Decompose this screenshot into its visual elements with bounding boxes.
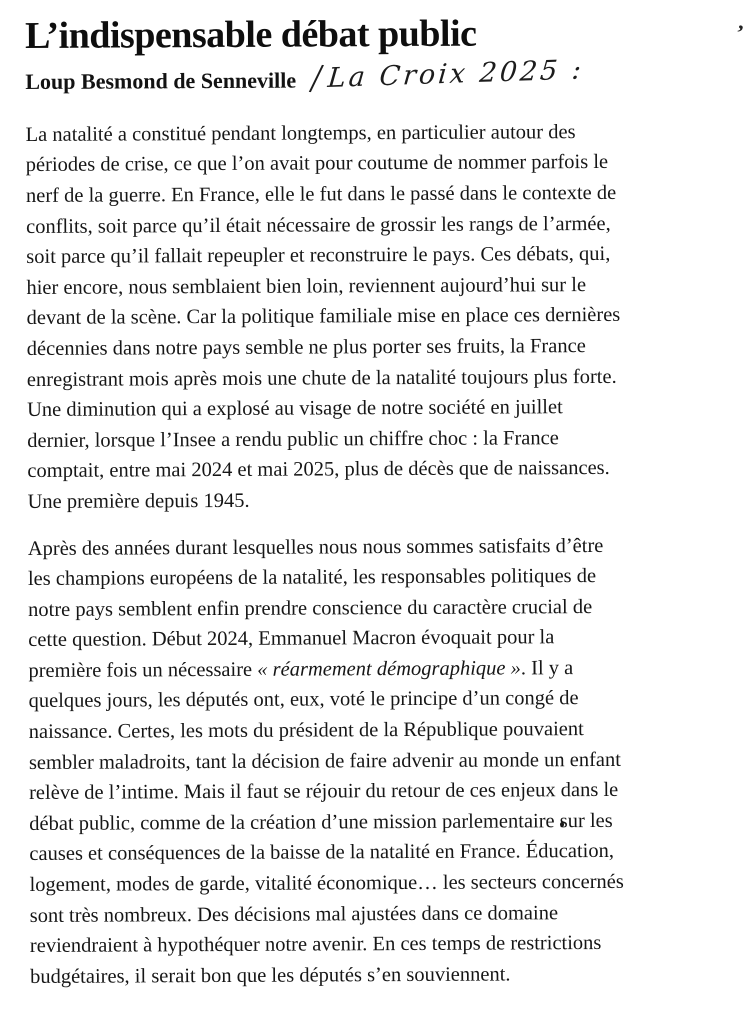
article-body bbox=[26, 116, 745, 992]
paragraph-1-text: La natalité a constitué pendant longtemps, en particulier autour des périodes de crise, ce que l’on avait pour coutume de nommer parfois le nerf de la guerre. En France, elle le fut dans le passé dans le contexte de conflits, soit parce qu’il était nécessaire de grossir les rangs de l’armée, soit parce qu’il fallait repeupler et reconstruire le pays. Ces débats, qui, hier encore, nous semblaient bien loin, reviennent aujourd’hui sur le devant de la scène. Car la politique familiale mise en place ces dernières décennies dans notre pays semble ne plus porter ses fruits, la France enregistrant mois après mois une chute de la natalité toujours plus forte. Une diminution qui a explosé au visage de notre société en juillet dernier, lorsque l’Insee a rendu public un chiffre choc : la France comptait, entre mai 2024 et mai 2025, plus de décès que de naissances. Une première depuis 1945. bbox=[25, 120, 621, 513]
stray-scan-mark: ’ bbox=[733, 19, 745, 46]
paragraph-2 bbox=[28, 530, 745, 993]
paragraph-2-part1: Après des années durant lesquelles nous nous sommes satisfaits d’être les champions européens de la natalité, les responsables politiques de notre pays semblent enfin prendre conscience du caractère crucial de cette question. Début 2024, Emmanuel Macron évoquait pour la bbox=[27, 534, 604, 652]
article-title: L’indispensable débat public bbox=[24, 12, 477, 57]
handwritten-annotation-text: La Croix 2025 : bbox=[326, 54, 586, 94]
paragraph-2-part2: quelques jours, les députés ont, eux, voté le principe d’un congé de naissance. Certes, les mots du président de la République pouvaient sembler maladroits, tant la décision de faire advenir au monde un enfant relève de l’intime. Mais il faut se réjouir du retour de ces enjeux dans le débat public, comme de la création d’une mission parlementaire sur les causes et conséquences de la baisse de la natalité en France. Éducation, logement, modes de garde, vitalité économique… les secteurs concernés sont très nombreux. Des décisions mal ajustées dans ce domaine reviendraient à hypothéquer notre avenir. En ces temps de restrictions budgétaires, il serait bon que les députés s’en souviennent. bbox=[28, 687, 624, 988]
paragraph-2-quote-line bbox=[28, 652, 744, 686]
quote-line-before: première fois un nécessaire bbox=[28, 658, 258, 682]
quote-line-after: . Il y a bbox=[520, 657, 574, 680]
handwritten-annotation bbox=[307, 54, 586, 99]
paragraph-1 bbox=[26, 116, 744, 517]
author-byline: Loup Besmond de Senneville bbox=[25, 67, 297, 94]
article-content bbox=[25, 12, 745, 1008]
handwritten-slash: / bbox=[307, 58, 328, 99]
quote-line-italic: « réarmement démographique » bbox=[257, 657, 521, 681]
byline-row bbox=[25, 54, 741, 99]
